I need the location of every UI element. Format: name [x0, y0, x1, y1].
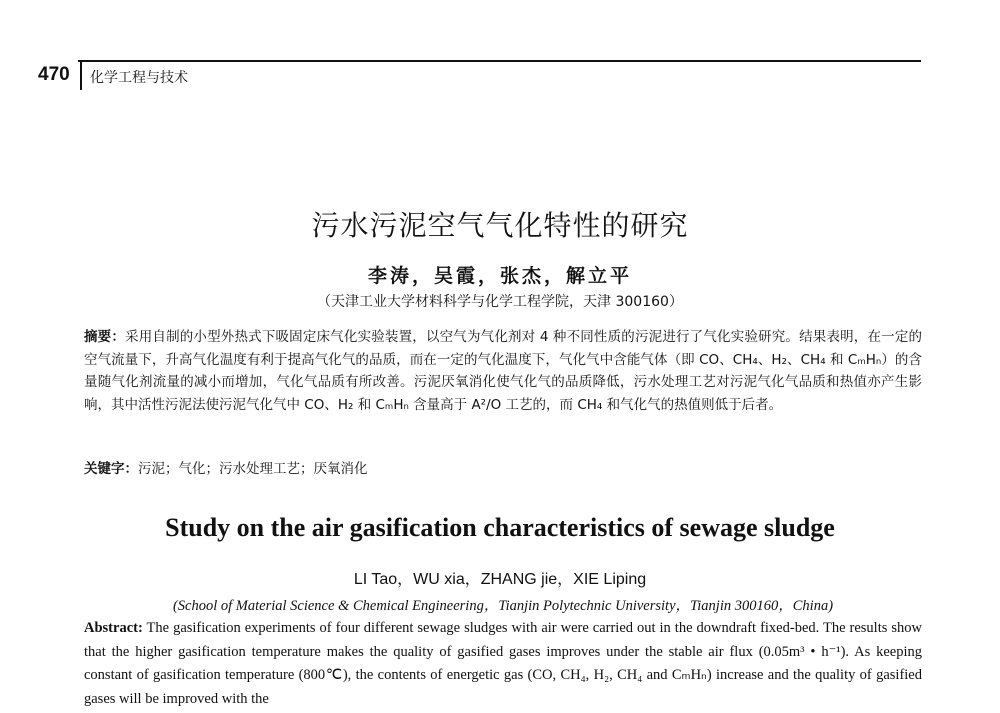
abstract-label-chinese: 摘要：	[84, 329, 126, 345]
abstract-chinese	[84, 326, 922, 416]
abstract-english	[84, 617, 922, 711]
authors-english: LI Tao，WU xia，ZHANG jie，XIE Liping	[353, 571, 647, 588]
title-chinese: 污水污泥空气气化特性的研究	[311, 209, 689, 242]
keywords-text-chinese: 污泥；气化；污水处理工艺；厌氧消化	[138, 461, 368, 477]
keywords-label-chinese: 关键字：	[84, 461, 138, 477]
header-rule	[78, 60, 921, 62]
affiliation-english: (School of Material Science & Chemical Engineering，Tianjin Polytechnic University，Tianjin 300160，China)	[172, 598, 834, 614]
abstract-text-chinese: 采用自制的小型外热式下吸固定床气化实验装置，以空气为气化剂对 4 种不同性质的污泥进行了气化实验研究。结果表明，在一定的空气流量下，升高气化温度有利于提高气化气的品质，而在一定的气化温度下，气化气中含能气体（即 CO、CH₄、H₂、CH₄ 和 CₘHₙ）的含量随气化剂流量的减小而增加，气化气品质有所改善。污泥厌氧消化使气化气的品质降低，污水处理工艺对污泥气化气品质和热值亦产生影响，其中活性污泥法使污泥气化气中 CO、H₂ 和 CₘHₙ 含量高于 A²/O 工艺的，而 CH₄ 和气化气的热值则低于后者。	[84, 329, 923, 413]
authors-chinese: 李涛，吴霞，张杰，解立平	[367, 265, 632, 287]
abstract-text-english: The gasification experiments of four different sewage sludges with air were carried out in the downdraft fixed-bed. The results show that the higher gasification temperature makes the quality of gasified gases improves under the stable air flux (0.05m³ • h⁻¹). As keeping constant of gasification temperature (800℃), the contents of energetic gas (CO, CH₄, H₂, CH₄ and CₘHₙ) increase and the quality of gasified gases will be improved with the	[84, 620, 922, 707]
affiliation-chinese: （天津工业大学材料科学与化学工程学院，天津 300160）	[317, 294, 683, 310]
keywords-chinese	[84, 457, 922, 477]
journal-name: 化学工程与技术	[90, 70, 188, 86]
header-divider	[80, 62, 82, 90]
title-english: Study on the air gasification characteristics of sewage sludge	[165, 513, 835, 542]
page-number: 470	[38, 64, 70, 85]
abstract-label-english: Abstract:	[84, 620, 143, 636]
